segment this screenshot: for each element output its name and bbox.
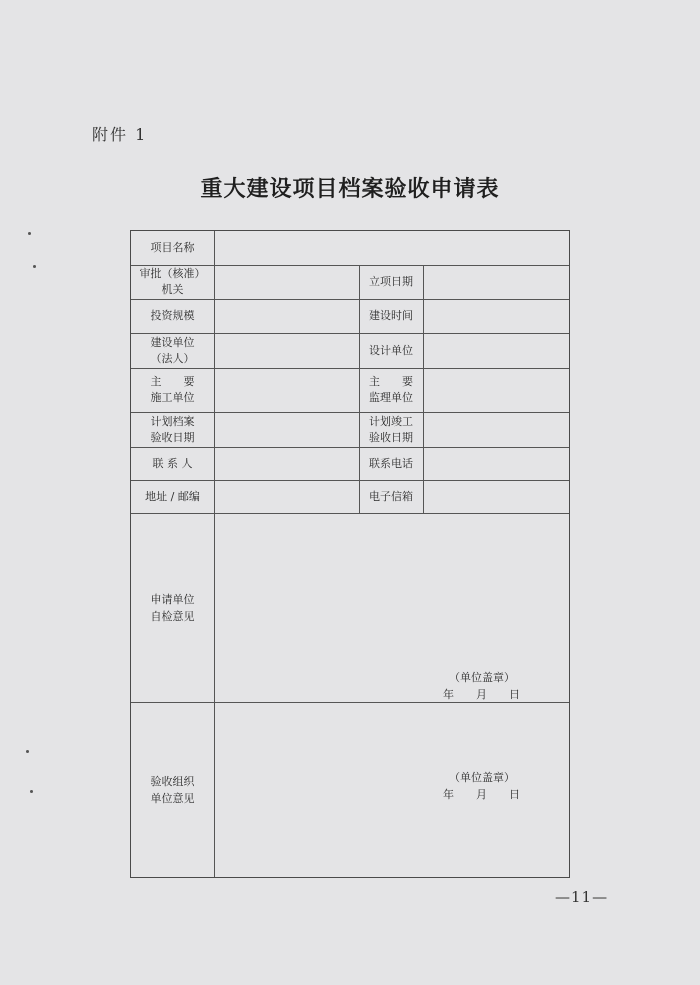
label-address-zip: 地址 / 邮编 <box>145 489 200 503</box>
label-planned-completion-date: 计划竣工 验收日期 <box>369 414 413 444</box>
label-project-name: 项目名称 <box>150 241 195 254</box>
label-email: 电子信箱 <box>369 489 413 503</box>
binding-hole <box>26 750 29 753</box>
label-design-unit: 设计单位 <box>369 343 413 357</box>
field-main-construction-unit[interactable] <box>214 368 359 412</box>
binding-hole <box>28 232 31 235</box>
field-contact-person[interactable] <box>214 447 359 480</box>
field-address-zip[interactable] <box>214 480 359 513</box>
field-construction-unit[interactable] <box>214 333 359 368</box>
field-construction-time[interactable] <box>423 299 569 333</box>
application-form-table <box>130 230 570 878</box>
label-project-date: 立项日期 <box>369 275 413 288</box>
label-construction-unit: 建设单位 （法人） <box>150 335 195 365</box>
field-planned-completion-date[interactable] <box>423 412 569 447</box>
field-design-unit[interactable] <box>423 333 569 368</box>
label-contact-phone: 联系电话 <box>369 456 413 470</box>
field-project-date[interactable] <box>423 265 569 299</box>
label-acceptance-opinion: 验收组织 单位意见 <box>150 774 195 805</box>
date-line: 年 月 日 <box>443 788 520 801</box>
field-self-check-opinion[interactable] <box>214 513 569 702</box>
field-approval-authority[interactable] <box>214 265 359 299</box>
label-main-construction-unit: 主 要 施工单位 <box>150 375 195 404</box>
field-contact-phone[interactable] <box>423 447 569 480</box>
binding-hole <box>33 265 36 268</box>
attachment-label: 附件 1 <box>92 125 148 144</box>
field-main-supervision-unit[interactable] <box>423 368 569 412</box>
stamp-label: （单位盖章） <box>449 671 515 684</box>
label-self-check-opinion: 申请单位 自检意见 <box>150 592 195 623</box>
form-title: 重大建设项目档案验收申请表 <box>200 176 500 202</box>
label-main-supervision-unit: 主 要 监理单位 <box>369 375 413 404</box>
label-investment-scale: 投资规模 <box>150 309 195 322</box>
label-planned-archive-date: 计划档案 验收日期 <box>150 414 195 444</box>
label-contact-person: 联 系 人 <box>152 456 193 470</box>
date-line: 年 月 日 <box>443 688 520 701</box>
stamp-label: （单位盖章） <box>449 771 515 784</box>
binding-hole <box>30 790 33 793</box>
label-approval-authority: 审批（核准） 机关 <box>139 267 206 296</box>
field-email[interactable] <box>423 480 569 513</box>
field-project-name[interactable] <box>214 231 569 265</box>
field-planned-archive-date[interactable] <box>214 412 359 447</box>
page-number: —11— <box>555 888 609 906</box>
field-investment-scale[interactable] <box>214 299 359 333</box>
label-construction-time: 建设时间 <box>369 309 413 322</box>
